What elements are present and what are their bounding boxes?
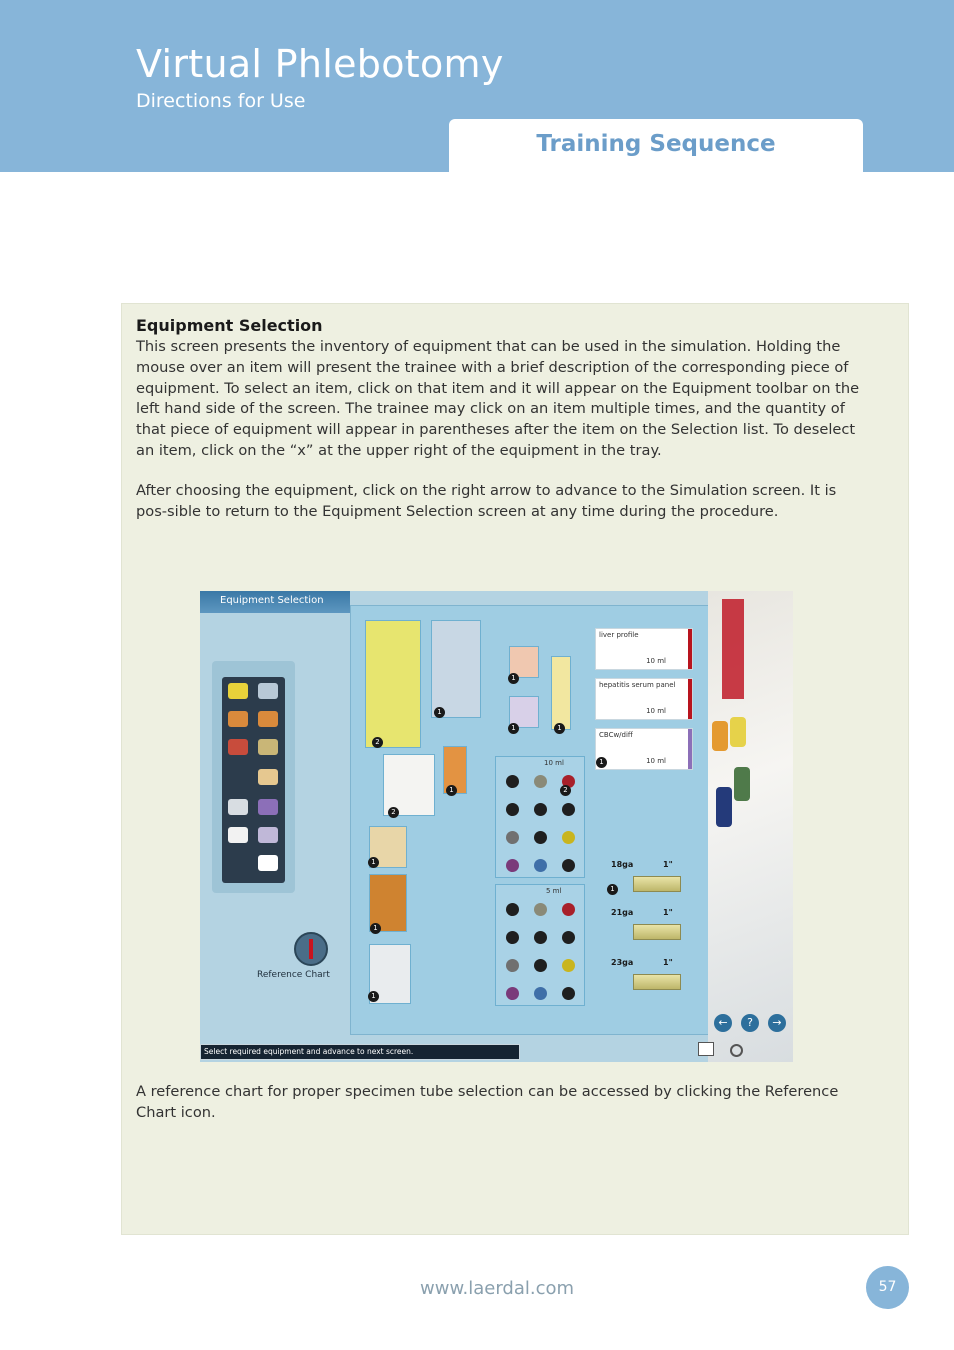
home-icon[interactable] bbox=[698, 1042, 714, 1056]
rack-slot[interactable] bbox=[506, 903, 519, 916]
tube-hepatitis-serum-panel[interactable] bbox=[595, 678, 693, 720]
rack-slot[interactable] bbox=[562, 959, 575, 972]
rack-10ml bbox=[495, 756, 585, 878]
equipment-tray bbox=[350, 605, 710, 1035]
footer-url[interactable]: www.laerdal.com bbox=[420, 1278, 575, 1299]
toolbar-tape-icon[interactable] bbox=[228, 799, 248, 815]
equipment-selection-screenshot bbox=[200, 591, 793, 1062]
rack-slot[interactable] bbox=[534, 859, 547, 872]
rack-10ml-label: 10 ml bbox=[544, 759, 564, 767]
screenshot-titlebar bbox=[200, 591, 350, 613]
tube-cap bbox=[688, 679, 692, 719]
tube-hepatitis-serum-panel-volume: 10 ml bbox=[646, 707, 666, 715]
status-text: Select required equipment and advance to next screen. bbox=[204, 1047, 414, 1056]
alcohol-pad-count: 1 bbox=[508, 673, 519, 684]
forward-arrow-icon[interactable]: → bbox=[768, 1014, 786, 1032]
rack-slot[interactable] bbox=[562, 859, 575, 872]
rack-slot[interactable] bbox=[534, 903, 547, 916]
toolbar-alcohol-pad-icon[interactable] bbox=[228, 739, 248, 755]
page-number: 57 bbox=[866, 1266, 909, 1309]
toolbar-gloves-icon[interactable] bbox=[228, 683, 248, 699]
screenshot-title: Equipment Selection bbox=[220, 595, 324, 606]
gloves-item[interactable] bbox=[365, 620, 421, 748]
needle-21ga-gauge: 21ga bbox=[611, 908, 634, 917]
tube-cbc-w-diff-volume: 10 ml bbox=[646, 757, 666, 765]
pad-count: 1 bbox=[368, 857, 379, 868]
section-heading: Equipment Selection bbox=[136, 316, 323, 335]
paragraph-intro: This screen presents the inventory of equipment that can be used in the simulation. Holding the mouse over an item will present the trainee with a brief description of the corresponding piece of equipment. To select an item, click on that item and it will appear on the Equipment toolbar on the left hand side of the screen. The trainee may click on an item multiple times, and the quantity of that piece of equipment will appear in parentheses after the item on the Selection list. To deselect an item, click on the “x” at the upper right of the equipment in the tray. bbox=[136, 338, 860, 459]
rack-slot[interactable] bbox=[562, 831, 575, 844]
tube-cap-photo bbox=[712, 721, 728, 751]
needle-21ga-length: 1" bbox=[663, 908, 673, 917]
help-icon[interactable]: ? bbox=[741, 1014, 759, 1032]
gauze-count: 2 bbox=[388, 807, 399, 818]
tube-cap-photo bbox=[722, 599, 744, 699]
rack-slot[interactable] bbox=[562, 931, 575, 944]
gloves-count: 2 bbox=[372, 737, 383, 748]
rack-slot[interactable] bbox=[506, 831, 519, 844]
rack-slot[interactable] bbox=[562, 903, 575, 916]
back-arrow-icon[interactable]: ← bbox=[714, 1014, 732, 1032]
goggles-count: 1 bbox=[434, 707, 445, 718]
needle-18ga-length: 1" bbox=[663, 860, 673, 869]
paragraph-reference-chart: A reference chart for proper specimen tube selection can be accessed by clicking the Reference Chart icon. bbox=[136, 1083, 839, 1121]
section-tab bbox=[449, 119, 863, 172]
tube-cap-photo bbox=[734, 767, 750, 801]
toolbar-wrap-icon[interactable] bbox=[258, 855, 278, 871]
rack-slot[interactable] bbox=[506, 931, 519, 944]
rack-slot[interactable] bbox=[506, 775, 519, 788]
alcohol-pad-item[interactable] bbox=[509, 646, 539, 682]
tube-cbc-w-diff[interactable] bbox=[595, 728, 693, 770]
tube-liver-profile-volume: 10 ml bbox=[646, 657, 666, 665]
page-header bbox=[0, 0, 954, 172]
pad-item[interactable] bbox=[369, 826, 407, 868]
tourniquet-count: 1 bbox=[370, 923, 381, 934]
tube-10ml-count: 2 bbox=[560, 785, 571, 796]
tape-item[interactable] bbox=[369, 944, 411, 1004]
equipment-toolbar bbox=[212, 661, 295, 893]
goggles-item[interactable] bbox=[431, 620, 481, 718]
document-subtitle: Directions for Use bbox=[136, 90, 306, 112]
background-tube-photo bbox=[708, 591, 793, 1062]
equipment-toolbar-list bbox=[222, 677, 285, 883]
needle-21ga-item[interactable] bbox=[633, 924, 681, 940]
toolbar-goggles-icon[interactable] bbox=[258, 683, 278, 699]
tube-cap-photo bbox=[730, 717, 746, 747]
tube-cbc-w-diff-name: CBCw/diff bbox=[599, 731, 633, 739]
bandage-item[interactable] bbox=[443, 746, 467, 794]
gauze-item[interactable] bbox=[383, 754, 435, 816]
rack-5ml bbox=[495, 884, 585, 1006]
reference-chart-icon[interactable] bbox=[294, 932, 328, 966]
status-bar bbox=[200, 1044, 520, 1060]
rack-slot[interactable] bbox=[534, 959, 547, 972]
swab-count: 1 bbox=[554, 723, 565, 734]
toolbar-gauze-icon[interactable] bbox=[228, 827, 248, 843]
toolbar-pad-icon[interactable] bbox=[258, 769, 278, 785]
rack-slot[interactable] bbox=[562, 987, 575, 1000]
toolbar-tubes-icon[interactable] bbox=[258, 799, 278, 815]
magnifier-icon[interactable] bbox=[730, 1044, 743, 1057]
rack-slot[interactable] bbox=[506, 859, 519, 872]
tube-liver-profile[interactable] bbox=[595, 628, 693, 670]
rack-slot[interactable] bbox=[534, 831, 547, 844]
rack-slot[interactable] bbox=[534, 987, 547, 1000]
tube-cap bbox=[688, 629, 692, 669]
iodine-pad-item[interactable] bbox=[509, 696, 539, 732]
toolbar-tourniquet-icon[interactable] bbox=[258, 711, 278, 727]
rack-slot[interactable] bbox=[534, 775, 547, 788]
needle-23ga-length: 1" bbox=[663, 958, 673, 967]
needle-18ga-gauge: 18ga bbox=[611, 860, 634, 869]
rack-slot[interactable] bbox=[506, 959, 519, 972]
paragraph-advance: After choosing the equipment, click on the right arrow to advance to the Simulation screen. It is pos-sible to return to the Equipment Selection screen at any time during the procedure. bbox=[136, 482, 837, 520]
rack-slot[interactable] bbox=[506, 987, 519, 1000]
tube-cap bbox=[688, 729, 692, 769]
iodine-pad-count: 1 bbox=[508, 723, 519, 734]
needle-18ga-item[interactable] bbox=[633, 876, 681, 892]
needle-18ga-count: 1 bbox=[607, 884, 618, 895]
rack-slot[interactable] bbox=[506, 803, 519, 816]
section-tab-label: Training Sequence bbox=[536, 131, 776, 157]
tourniquet-item[interactable] bbox=[369, 874, 407, 932]
tube-liver-profile-name: liver profile bbox=[599, 631, 639, 639]
needle-23ga-item[interactable] bbox=[633, 974, 681, 990]
rack-5ml-label: 5 ml bbox=[546, 887, 562, 895]
rack-slot[interactable] bbox=[534, 803, 547, 816]
rack-slot[interactable] bbox=[562, 803, 575, 816]
toolbar-bandage-icon[interactable] bbox=[228, 711, 248, 727]
document-title: Virtual Phlebotomy bbox=[136, 42, 504, 86]
bandage-count: 1 bbox=[446, 785, 457, 796]
tube-hepatitis-serum-panel-name: hepatitis serum panel bbox=[599, 681, 676, 689]
toolbar-swab-icon[interactable] bbox=[258, 827, 278, 843]
needle-23ga-gauge: 23ga bbox=[611, 958, 634, 967]
tape-count: 1 bbox=[368, 991, 379, 1002]
swab-item[interactable] bbox=[551, 656, 571, 730]
reference-chart-label: Reference Chart bbox=[257, 970, 330, 980]
toolbar-needle-icon[interactable] bbox=[258, 739, 278, 755]
rack-slot[interactable] bbox=[534, 931, 547, 944]
tube-liver-count: 1 bbox=[596, 757, 607, 768]
tube-cap-photo bbox=[716, 787, 732, 827]
